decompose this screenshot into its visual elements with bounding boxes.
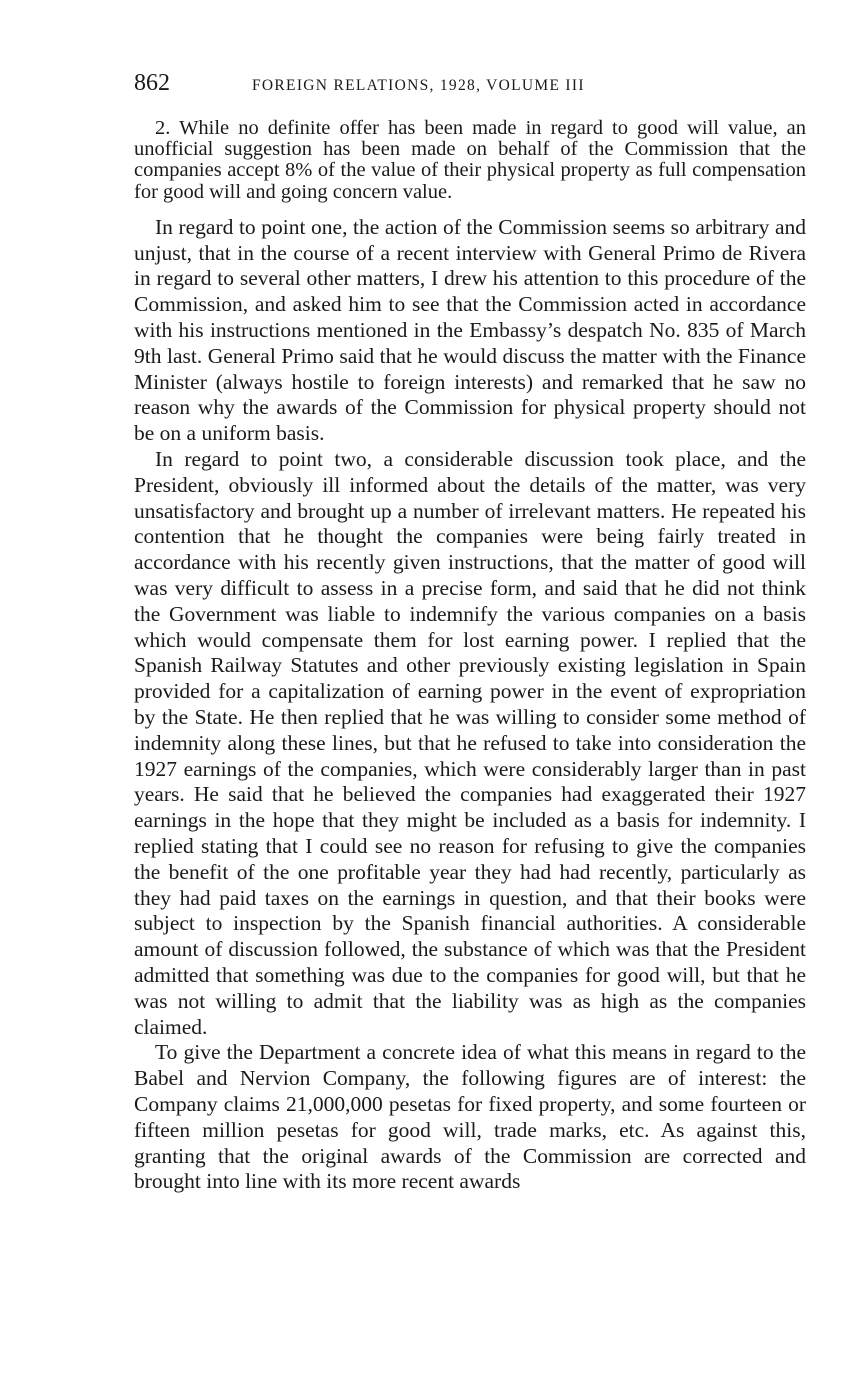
quoted-point-two: 2. While no definite offer has been made in regard to good will value, an unofficial suggestion has been made on behalf of the Commission that the companies accept 8% of the value of their physical property as full compensation for good will and going concern value. <box>134 117 806 203</box>
running-header <box>134 70 806 104</box>
paragraph-point-one: In regard to point one, the action of the Commission seems so arbitrary and unjust, that in the course of a recent interview with General Primo de Rivera in regard to several other matters, I drew his attention to this procedure of the Commission, and asked him to see that the Commission acted in accordance with his instructions mentioned in the Embassy’s despatch No. 835 of March 9th last. General Primo said that he would discuss the matter with the Finance Minister (always hostile to foreign interests) and remarked that he saw no reason why the awards of the Commission for physical property should not be on a uniform basis. <box>134 214 806 446</box>
document-page <box>134 70 806 1195</box>
page-number: 862 <box>134 70 170 96</box>
paragraph-babel-nervion: To give the Department a concrete idea of what this means in regard to the Babel and Nervion Company, the following figures are of interest: the Company claims 21,000,000 pesetas for fixed property, and some fourteen or fifteen million pesetas for good will, trade marks, etc. As against this, granting that the original awards of the Commission are corrected and brought into line with its more recent awards <box>134 1040 806 1194</box>
paragraph-point-two: In regard to point two, a considerable discussion took place, and the President, obviously ill informed about the details of the matter, was very unsatisfactory and brought up a number of irrelevant matters. He repeated his contention that he thought the companies were being fairly treated in accordance with his recently given instructions, that the matter of good will was very difficult to assess in a precise form, and said that he did not think the Government was liable to indemnify the various companies on a basis which would compensate them for lost earning power. I replied that the Spanish Railway Statutes and other previously existing legislation in Spain provided for a capitalization of earning power in the event of expropriation by the State. He then replied that he was willing to consider some method of indemnity along these lines, but that he refused to take into consideration the 1927 earnings of the companies, which were considerably larger than in past years. He said that he believed the companies had exaggerated their 1927 earnings in the hope that they might be included as a basis for indemnity. I replied stating that I could see no reason for refusing to give the companies the benefit of the one profitable year they had had recently, particularly as they had paid taxes on the earnings in question, and that their books were subject to inspection by the Spanish financial authorities. A considerable amount of discussion followed, the substance of which was that the President admitted that something was due to the companies for good will, but that he was not willing to admit that the liability was as high as the companies claimed. <box>134 446 806 1039</box>
running-header-title: FOREIGN RELATIONS, 1928, VOLUME III <box>252 77 585 94</box>
